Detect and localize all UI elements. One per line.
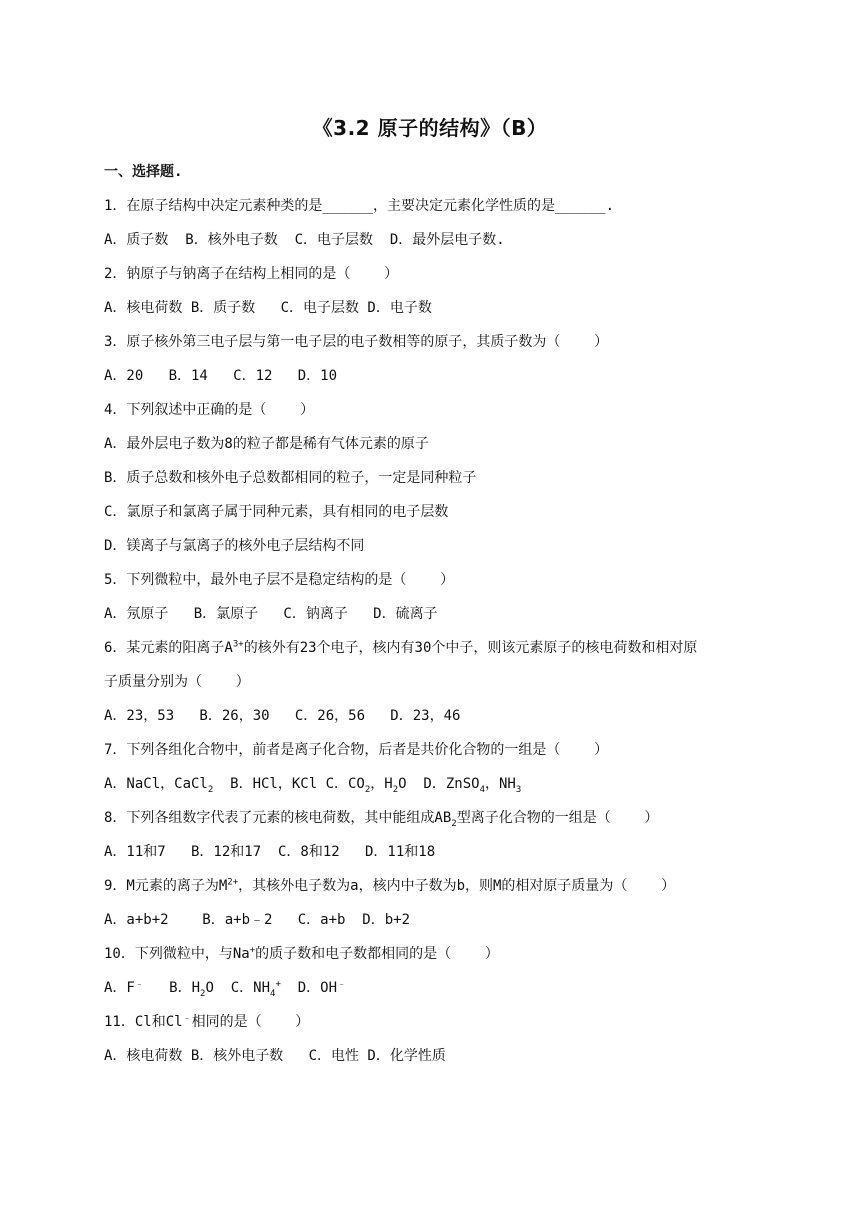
q7-sub-5: 3 <box>515 784 522 795</box>
question-10-options <box>104 978 764 998</box>
q6-text-2: 的核外有23个电子，核内有30个中子，则该元素原子的核电荷数和相对原 <box>243 640 698 656</box>
question-8-options: A．11和7 B．12和17 C．8和12 D．11和18 <box>104 844 436 860</box>
q10-opt-text-2: B．H <box>143 980 201 996</box>
section-heading: 一、选择题. <box>104 164 183 180</box>
question-4-option-c: C．氯原子和氯离子属于同种元素，具有相同的电子层数 <box>104 504 449 520</box>
question-8 <box>104 808 764 828</box>
question-1-options: A．质子数 B．核外电子数 C．电子层数 D．最外层电子数. <box>104 232 505 248</box>
question-3-options: A．20 B．14 C．12 D．10 <box>104 368 338 384</box>
q7-opt-text-2: B．HCl，KCl C．CO <box>213 776 365 792</box>
q10-sup-1: ﹣ <box>134 979 144 990</box>
q10-sup-4: ﹣ <box>337 979 347 990</box>
q10-opt-text-1: A．F <box>104 980 135 996</box>
question-4-option-d: D．镁离子与氯离子的核外电子层结构不同 <box>104 538 365 554</box>
question-5-options: A．氖原子 B．氯原子 C．钠离子 D．硫离子 <box>104 606 438 622</box>
question-10 <box>104 944 764 964</box>
q10-text-2: 的质子数和电子数都相同的是（ ） <box>255 946 499 962</box>
q6-charge: 3+ <box>232 639 244 650</box>
question-2: 2．钠原子与钠离子在结构上相同的是（ ） <box>104 266 399 282</box>
question-6-line-2: 子质量分别为（ ） <box>104 674 250 690</box>
question-6-options: A．23，53 B．26，30 C．26，56 D．23，46 <box>104 708 461 724</box>
q10-sub-3: 4 <box>270 988 276 999</box>
q7-opt-text-1: A．NaCl，CaCl <box>104 776 208 792</box>
question-9-options: A．a+b+2 B．a+b﹣2 C．a+b D．b+2 <box>104 912 411 928</box>
q10-opt-text-3: O C．NH <box>205 980 271 996</box>
question-4: 4．下列叙述中正确的是（ ） <box>104 402 315 418</box>
q6-text-1: 6．某元素的阳离子A <box>104 640 233 656</box>
q11-text-2: 相同的是（ ） <box>191 1014 310 1030</box>
question-4-option-b: B．质子总数和核外电子总数都相同的粒子，一定是同种粒子 <box>104 470 477 486</box>
question-9 <box>104 876 764 896</box>
q10-opt-text-4: D．OH <box>280 980 338 996</box>
page-title: 《3.2 原子的结构》（B） <box>312 116 548 140</box>
q10-sup-3: + <box>275 979 281 990</box>
question-11-options: A．核电荷数 B．核外电子数 C．电性 D．化学性质 <box>104 1048 446 1064</box>
q8-text-1: 8．下列各组数字代表了元素的核电荷数，其中能组成AB <box>104 810 452 826</box>
question-3: 3．原子核外第三电子层与第一电子层的电子数相等的原子，其质子数为（ ） <box>104 334 609 350</box>
q9-text-1: 9．M元素的离子为M <box>104 878 228 894</box>
question-7: 7．下列各组化合物中，前者是离子化合物，后者是共价化合物的一组是（ ） <box>104 742 609 758</box>
q7-opt-text-5: ，NH <box>485 776 516 792</box>
q8-sub: 2 <box>451 818 457 829</box>
q7-sub-1: 2 <box>207 784 214 795</box>
q7-sub-4: 4 <box>479 784 485 795</box>
q11-charge: ﹣ <box>182 1013 192 1024</box>
q10-charge: + <box>249 945 256 956</box>
question-6 <box>104 638 764 658</box>
q7-sub-2: 2 <box>364 784 371 795</box>
question-11 <box>104 1012 764 1032</box>
q7-opt-text-3: ，H <box>370 776 393 792</box>
question-1: 1．在原子结构中决定元素种类的是______，主要决定元素化学性质的是______. <box>104 198 615 214</box>
q9-charge: 2+ <box>227 877 239 888</box>
question-2-options: A．核电荷数 B．质子数 C．电子层数 D．电子数 <box>104 300 432 316</box>
q10-text-1: 10．下列微粒中，与Na <box>104 946 250 962</box>
q9-text-2: ，其核外电子数为a，核内中子数为b，则M的相对原子质量为（ ） <box>238 878 676 894</box>
question-4-option-a: A．最外层电子数为8的粒子都是稀有气体元素的原子 <box>104 436 429 452</box>
q7-sub-3: 2 <box>392 784 399 795</box>
q7-opt-text-4: O D．ZnSO <box>398 776 480 792</box>
q11-text-1: 11．Cl和Cl <box>104 1014 183 1030</box>
q10-sub-2: 2 <box>200 988 206 999</box>
question-7-options <box>104 774 764 794</box>
q8-text-2: 型离子化合物的一组是（ ） <box>456 810 659 826</box>
question-5: 5．下列微粒中，最外电子层不是稳定结构的是（ ） <box>104 572 455 588</box>
